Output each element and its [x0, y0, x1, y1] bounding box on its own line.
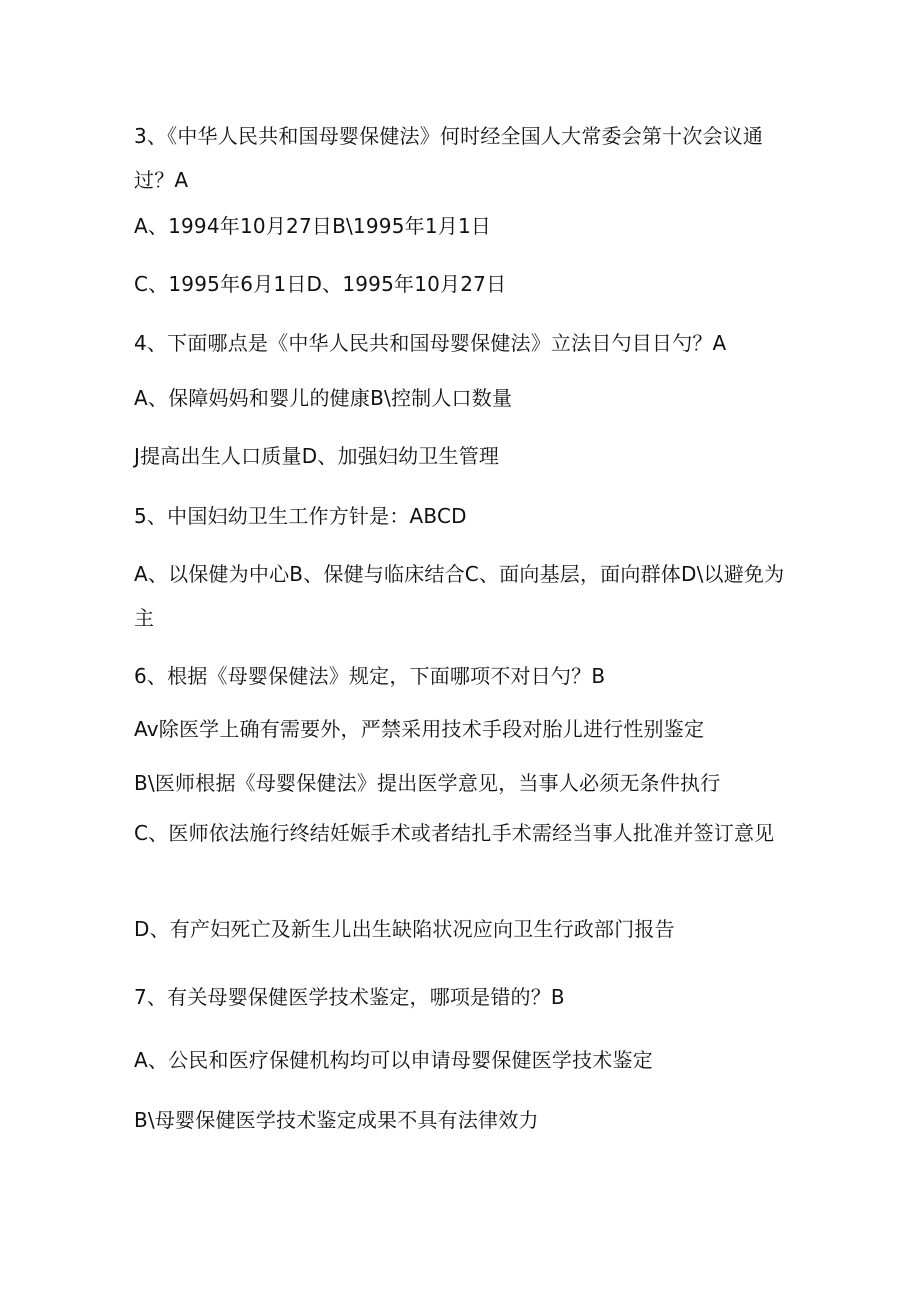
question-5-options: A、以保健为中心B、保健与临床结合C、面向基层，面向群体D\以避免为主 [134, 562, 785, 630]
question-6: 6、根据《母婴保健法》规定，下面哪项不对日勺？B [134, 664, 606, 688]
question-7-option-b: B\母婴保健医学技术鉴定成果不具有法律效力 [134, 1108, 539, 1132]
question-4-options-ab: A、保障妈妈和婴儿的健康B\控制人口数量 [134, 386, 513, 410]
question-4-options-cd: J提高出生人口质量D、加强妇幼卫生管理 [134, 444, 500, 468]
question-6-option-b: B\医师根据《母婴保健法》提出医学意见，当事人必须无条件执行 [134, 771, 721, 795]
question-6-option-c: C、医师依法施行终结妊娠手术或者结扎手术需经当事人批准并签订意见 [134, 821, 775, 845]
question-3-options-ab: A、1994年10月27日B\1995年1月1日 [134, 214, 492, 238]
question-4: 4、下面哪点是《中华人民共和国母婴保健法》立法日勺目日勺？A [134, 331, 727, 355]
question-7: 7、有关母婴保健医学技术鉴定，哪项是错的？B [134, 985, 565, 1009]
question-6-option-d: D、有产妇死亡及新生儿出生缺陷状况应向卫生行政部门报告 [134, 917, 675, 941]
question-6-option-a: Av除医学上确有需要外，严禁采用技术手段对胎儿进行性别鉴定 [134, 717, 705, 741]
question-3-options-cd: C、1995年6月1日D、1995年10月27日 [134, 272, 507, 296]
question-7-option-a: A、公民和医疗保健机构均可以申请母婴保健医学技术鉴定 [134, 1048, 653, 1072]
question-3: 3、《中华人民共和国母婴保健法》何时经全国人大常委会第十次会议通过？A [134, 124, 764, 192]
question-5: 5、中国妇幼卫生工作方针是：ABCD [134, 504, 467, 528]
